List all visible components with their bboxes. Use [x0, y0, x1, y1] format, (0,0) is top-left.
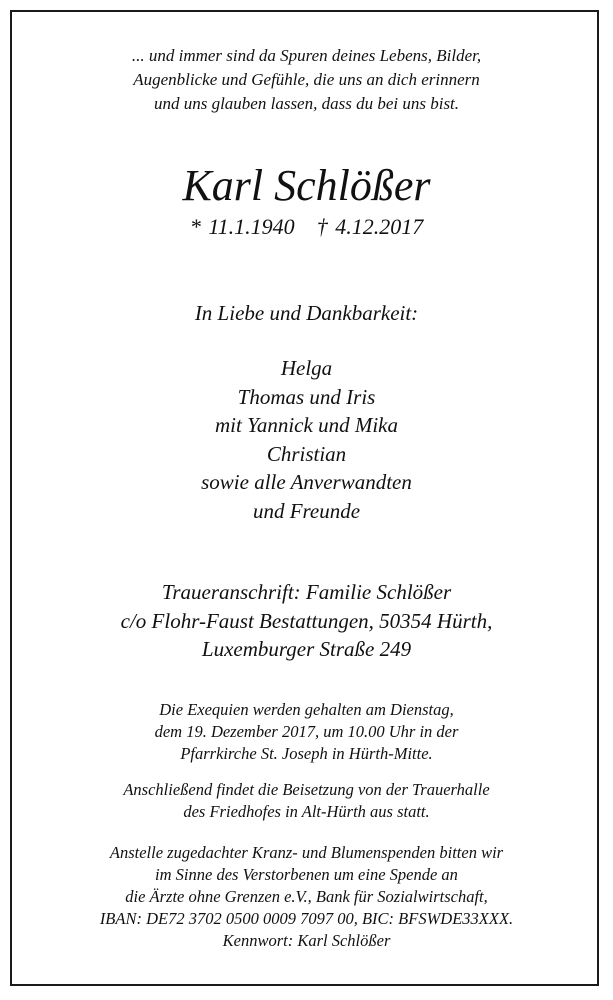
- mourner-line: Christian: [266, 441, 347, 466]
- mourner-line: Helga: [280, 356, 333, 380]
- mourner-line: und Freunde: [252, 498, 361, 523]
- donation-line: IBAN: DE72 3702 0500 0009 7097 00, BIC: BFSWDE33XXX.: [99, 909, 514, 928]
- deceased-name: [0, 158, 613, 214]
- mourners-list: [0, 354, 613, 525]
- thanks-heading: [0, 298, 613, 328]
- quote-line: Augenblicke und Gefühle, die uns an dich erinnern: [133, 70, 480, 89]
- address-line: c/o Flohr-Faust Bestattungen, 50354 Hürth,: [120, 608, 493, 633]
- service-line: dem 19. Dezember 2017, um 10.00 Uhr in der: [154, 722, 459, 741]
- life-dates: [0, 212, 613, 242]
- service-line: Die Exequien werden gehalten am Dienstag,: [159, 700, 454, 719]
- mourning-address: [0, 578, 613, 664]
- service-line: Pfarrkirche St. Joseph in Hürth-Mitte.: [180, 744, 433, 763]
- quote-line: und uns glauben lassen, dass du bei uns bist.: [153, 94, 460, 113]
- address-line: Traueranschrift: Familie Schlößer: [161, 580, 452, 604]
- service-info: [0, 699, 613, 765]
- quote-line: ... und immer sind da Spuren deines Lebens, Bilder,: [131, 46, 482, 65]
- donation-line: die Ärzte ohne Grenzen e.V., Bank für Sozialwirtschaft,: [125, 887, 488, 906]
- donation-line: im Sinne des Verstorbenen um eine Spende an: [155, 865, 458, 884]
- thanks-heading-text: In Liebe und Dankbarkeit:: [194, 301, 419, 325]
- mourner-line: sowie alle Anverwandten: [201, 470, 412, 494]
- donation-line: Kennwort: Karl Schlößer: [222, 931, 391, 950]
- burial-line: Anschließend findet die Beisetzung von der Trauerhalle: [123, 780, 490, 799]
- mourner-line: mit Yannick und Mika: [215, 413, 398, 437]
- birth-date: * 11.1.1940: [189, 214, 295, 239]
- donation-line: Anstelle zugedachter Kranz- und Blumenspenden bitten wir: [109, 843, 504, 862]
- memorial-quote: [0, 44, 613, 116]
- deceased-name-text: Karl Schlößer: [182, 161, 431, 210]
- mourner-line: Thomas und Iris: [237, 384, 376, 409]
- burial-line: des Friedhofes in Alt-Hürth aus statt.: [183, 802, 430, 821]
- address-line: Luxemburger Straße 249: [201, 637, 412, 661]
- burial-info: [0, 779, 613, 823]
- donation-info: [0, 842, 613, 952]
- death-date: † 4.12.2017: [316, 214, 424, 239]
